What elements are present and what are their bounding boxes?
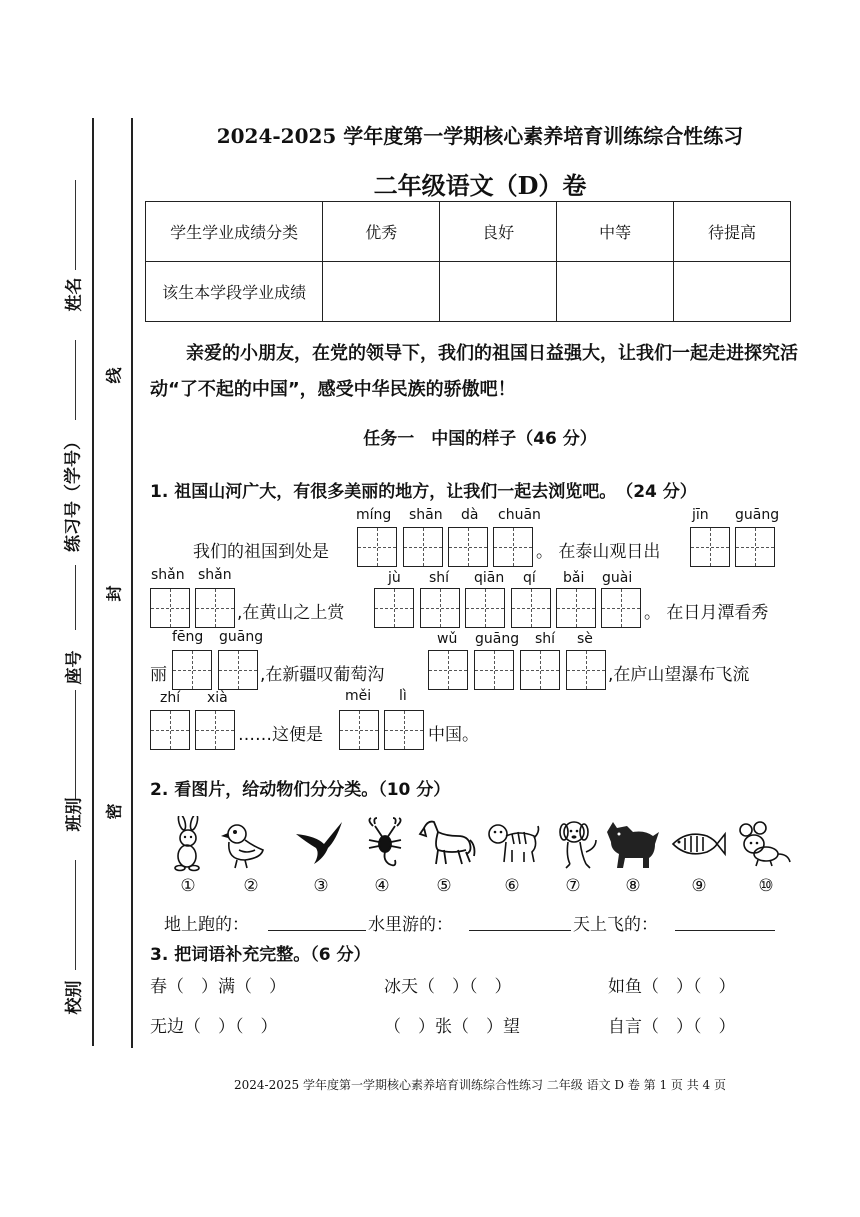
pinyin: jīn [692, 507, 709, 523]
scorpion-icon [361, 816, 411, 872]
pinyin: shān [409, 507, 443, 523]
class-blank[interactable] [75, 690, 76, 800]
pinyin: fēng [172, 629, 204, 645]
pinyin: shí [535, 631, 556, 647]
seat-label: 座号 [64, 650, 85, 685]
cut-word-seal: 封 [102, 583, 125, 603]
animal-number: ⑦ [565, 876, 581, 896]
tianzige-box[interactable] [150, 588, 190, 628]
tianzige-box[interactable] [428, 650, 468, 690]
q2-title: 2. 看图片，给动物们分分类。（10 分） [150, 780, 451, 800]
intro-paragraph: 亲爱的小朋友，在党的领导下，我们的祖国日益强大，让我们一起走进探究活动“了不起的中国”，感受中华民族的骄傲吧！ [150, 343, 798, 400]
category-land: 地上跑的： [164, 915, 249, 935]
idiom-blank[interactable]: 如鱼（ ）（ ） [608, 977, 736, 997]
tianzige-box[interactable] [218, 650, 258, 690]
q1-text: 。 在泰山观日出 [536, 542, 661, 562]
exam-subtitle: 二年级语文（D）卷 [373, 171, 587, 200]
pinyin: shǎn [151, 567, 185, 583]
horse-icon [416, 816, 476, 872]
pinyin: guāng [735, 507, 780, 523]
score-cell-medium[interactable] [557, 262, 674, 322]
tianzige-box[interactable] [420, 588, 460, 628]
category-water: 水里游的： [368, 915, 453, 935]
tianzige-box[interactable] [493, 527, 533, 567]
animal-number: ① [180, 876, 196, 896]
student-id-label: 练习号（学号） [63, 433, 84, 552]
binding-line-inner [131, 118, 133, 1048]
tianzige-box[interactable] [735, 527, 775, 567]
score-header-category: 学生学业成绩分类 [146, 202, 323, 262]
tianzige-box[interactable] [690, 527, 730, 567]
pinyin: guài [602, 570, 633, 586]
animal-number: ⑩ [758, 876, 774, 896]
score-cell-good[interactable] [440, 262, 557, 322]
animal-number: ③ [313, 876, 329, 896]
score-header-good: 良好 [440, 202, 557, 262]
pinyin: shí [429, 570, 450, 586]
q1-text: 。 在日月潭看秀 [644, 603, 769, 623]
pinyin: lì [399, 688, 407, 704]
pinyin: míng [356, 507, 392, 523]
tianzige-box[interactable] [150, 710, 190, 750]
tianzige-box[interactable] [465, 588, 505, 628]
pinyin: zhí [160, 690, 181, 706]
mouse-icon [736, 816, 794, 872]
student-id-blank[interactable] [75, 340, 76, 420]
animal-number: ② [243, 876, 259, 896]
fish-icon [669, 816, 727, 872]
tianzige-box[interactable] [374, 588, 414, 628]
score-header-medium: 中等 [557, 202, 674, 262]
pinyin: bǎi [563, 570, 585, 586]
pinyin: wǔ [437, 631, 458, 647]
answer-line-sky[interactable] [675, 930, 775, 931]
school-label: 校别 [64, 980, 85, 1015]
tianzige-box[interactable] [448, 527, 488, 567]
score-header-improve: 待提高 [674, 202, 791, 262]
dog-icon [552, 816, 602, 872]
score-table [145, 201, 791, 322]
binding-line-outer [92, 118, 94, 1046]
cut-word-secret: 密 [102, 801, 125, 821]
q1-text: 我们的祖国到处是 [193, 542, 329, 562]
tianzige-box[interactable] [384, 710, 424, 750]
q1-text: ,在黄山之上赏 [237, 603, 345, 623]
q1-text: 中国。 [428, 725, 479, 745]
tianzige-box[interactable] [195, 710, 235, 750]
score-cell-excellent[interactable] [323, 262, 440, 322]
score-cell-improve[interactable] [674, 262, 791, 322]
school-blank[interactable] [75, 860, 76, 970]
tianzige-box[interactable] [357, 527, 397, 567]
class-label: 班别 [64, 797, 85, 832]
pinyin: xià [207, 690, 228, 706]
tianzige-box[interactable] [172, 650, 212, 690]
tianzige-box[interactable] [511, 588, 551, 628]
tianzige-box[interactable] [474, 650, 514, 690]
pinyin: jù [388, 570, 401, 586]
tianzige-box[interactable] [195, 588, 235, 628]
pinyin: guāng [219, 629, 264, 645]
score-row-label: 该生本学段学业成绩 [146, 262, 323, 322]
pinyin: qiān [474, 570, 505, 586]
idiom-blank[interactable]: 冰天（ ）（ ） [384, 977, 512, 997]
pinyin: chuān [498, 507, 541, 523]
pinyin: shǎn [198, 567, 232, 583]
q1-text: ,在新疆叹葡萄沟 [260, 665, 385, 685]
task1-title: 任务一 中国的样子（46 分） [363, 429, 597, 449]
exam-title: 2024-2025 学年度第一学期核心素养培育训练综合性练习 [216, 124, 744, 148]
tianzige-box[interactable] [556, 588, 596, 628]
tianzige-box[interactable] [601, 588, 641, 628]
answer-line-land[interactable] [268, 930, 366, 931]
q1-text: ,在庐山望瀑布飞流 [608, 665, 750, 685]
q1-text: ……这便是 [238, 725, 323, 745]
score-header-excellent: 优秀 [323, 202, 440, 262]
rabbit-icon [163, 816, 213, 872]
tiger-icon [484, 816, 542, 872]
pinyin: sè [577, 631, 593, 647]
animal-number: ⑨ [691, 876, 707, 896]
idiom-blank[interactable]: 自言（ ）（ ） [608, 1017, 736, 1037]
swallow-icon [294, 816, 344, 872]
cut-word-line: 线 [102, 365, 125, 385]
name-label: 姓名 [64, 277, 85, 312]
wolf-icon [603, 816, 661, 872]
page-footer: 2024-2025 学年度第一学期核心素养培育训练综合性练习 二年级 语文 D 卷 第 1 页 共 4 页 [234, 1078, 726, 1092]
q1-title: 1. 祖国山河广大，有很多美丽的地方，让我们一起去浏览吧。 （24 分） [150, 482, 697, 502]
seat-blank[interactable] [75, 565, 76, 630]
animal-number: ⑥ [504, 876, 520, 896]
name-blank[interactable] [75, 180, 76, 270]
q1-text: 丽 [150, 665, 167, 685]
pinyin: guāng [475, 631, 520, 647]
idiom-blank[interactable]: 无边（ ）（ ） [150, 1017, 278, 1037]
idiom-blank[interactable]: 春（ ）满（ ） [150, 977, 286, 997]
pinyin: dà [461, 507, 479, 523]
category-sky: 天上飞的： [573, 915, 658, 935]
pinyin: měi [345, 688, 372, 704]
tianzige-box[interactable] [566, 650, 606, 690]
bird-icon [217, 816, 267, 872]
animal-number: ④ [374, 876, 390, 896]
tianzige-box[interactable] [403, 527, 443, 567]
answer-line-water[interactable] [469, 930, 571, 931]
tianzige-box[interactable] [339, 710, 379, 750]
tianzige-box[interactable] [520, 650, 560, 690]
q3-title: 3. 把词语补充完整。（6 分） [150, 945, 371, 965]
animal-number: ⑤ [436, 876, 452, 896]
animal-number: ⑧ [625, 876, 641, 896]
pinyin: qí [523, 570, 536, 586]
idiom-blank[interactable]: （ ）张（ ）望 [384, 1017, 520, 1037]
